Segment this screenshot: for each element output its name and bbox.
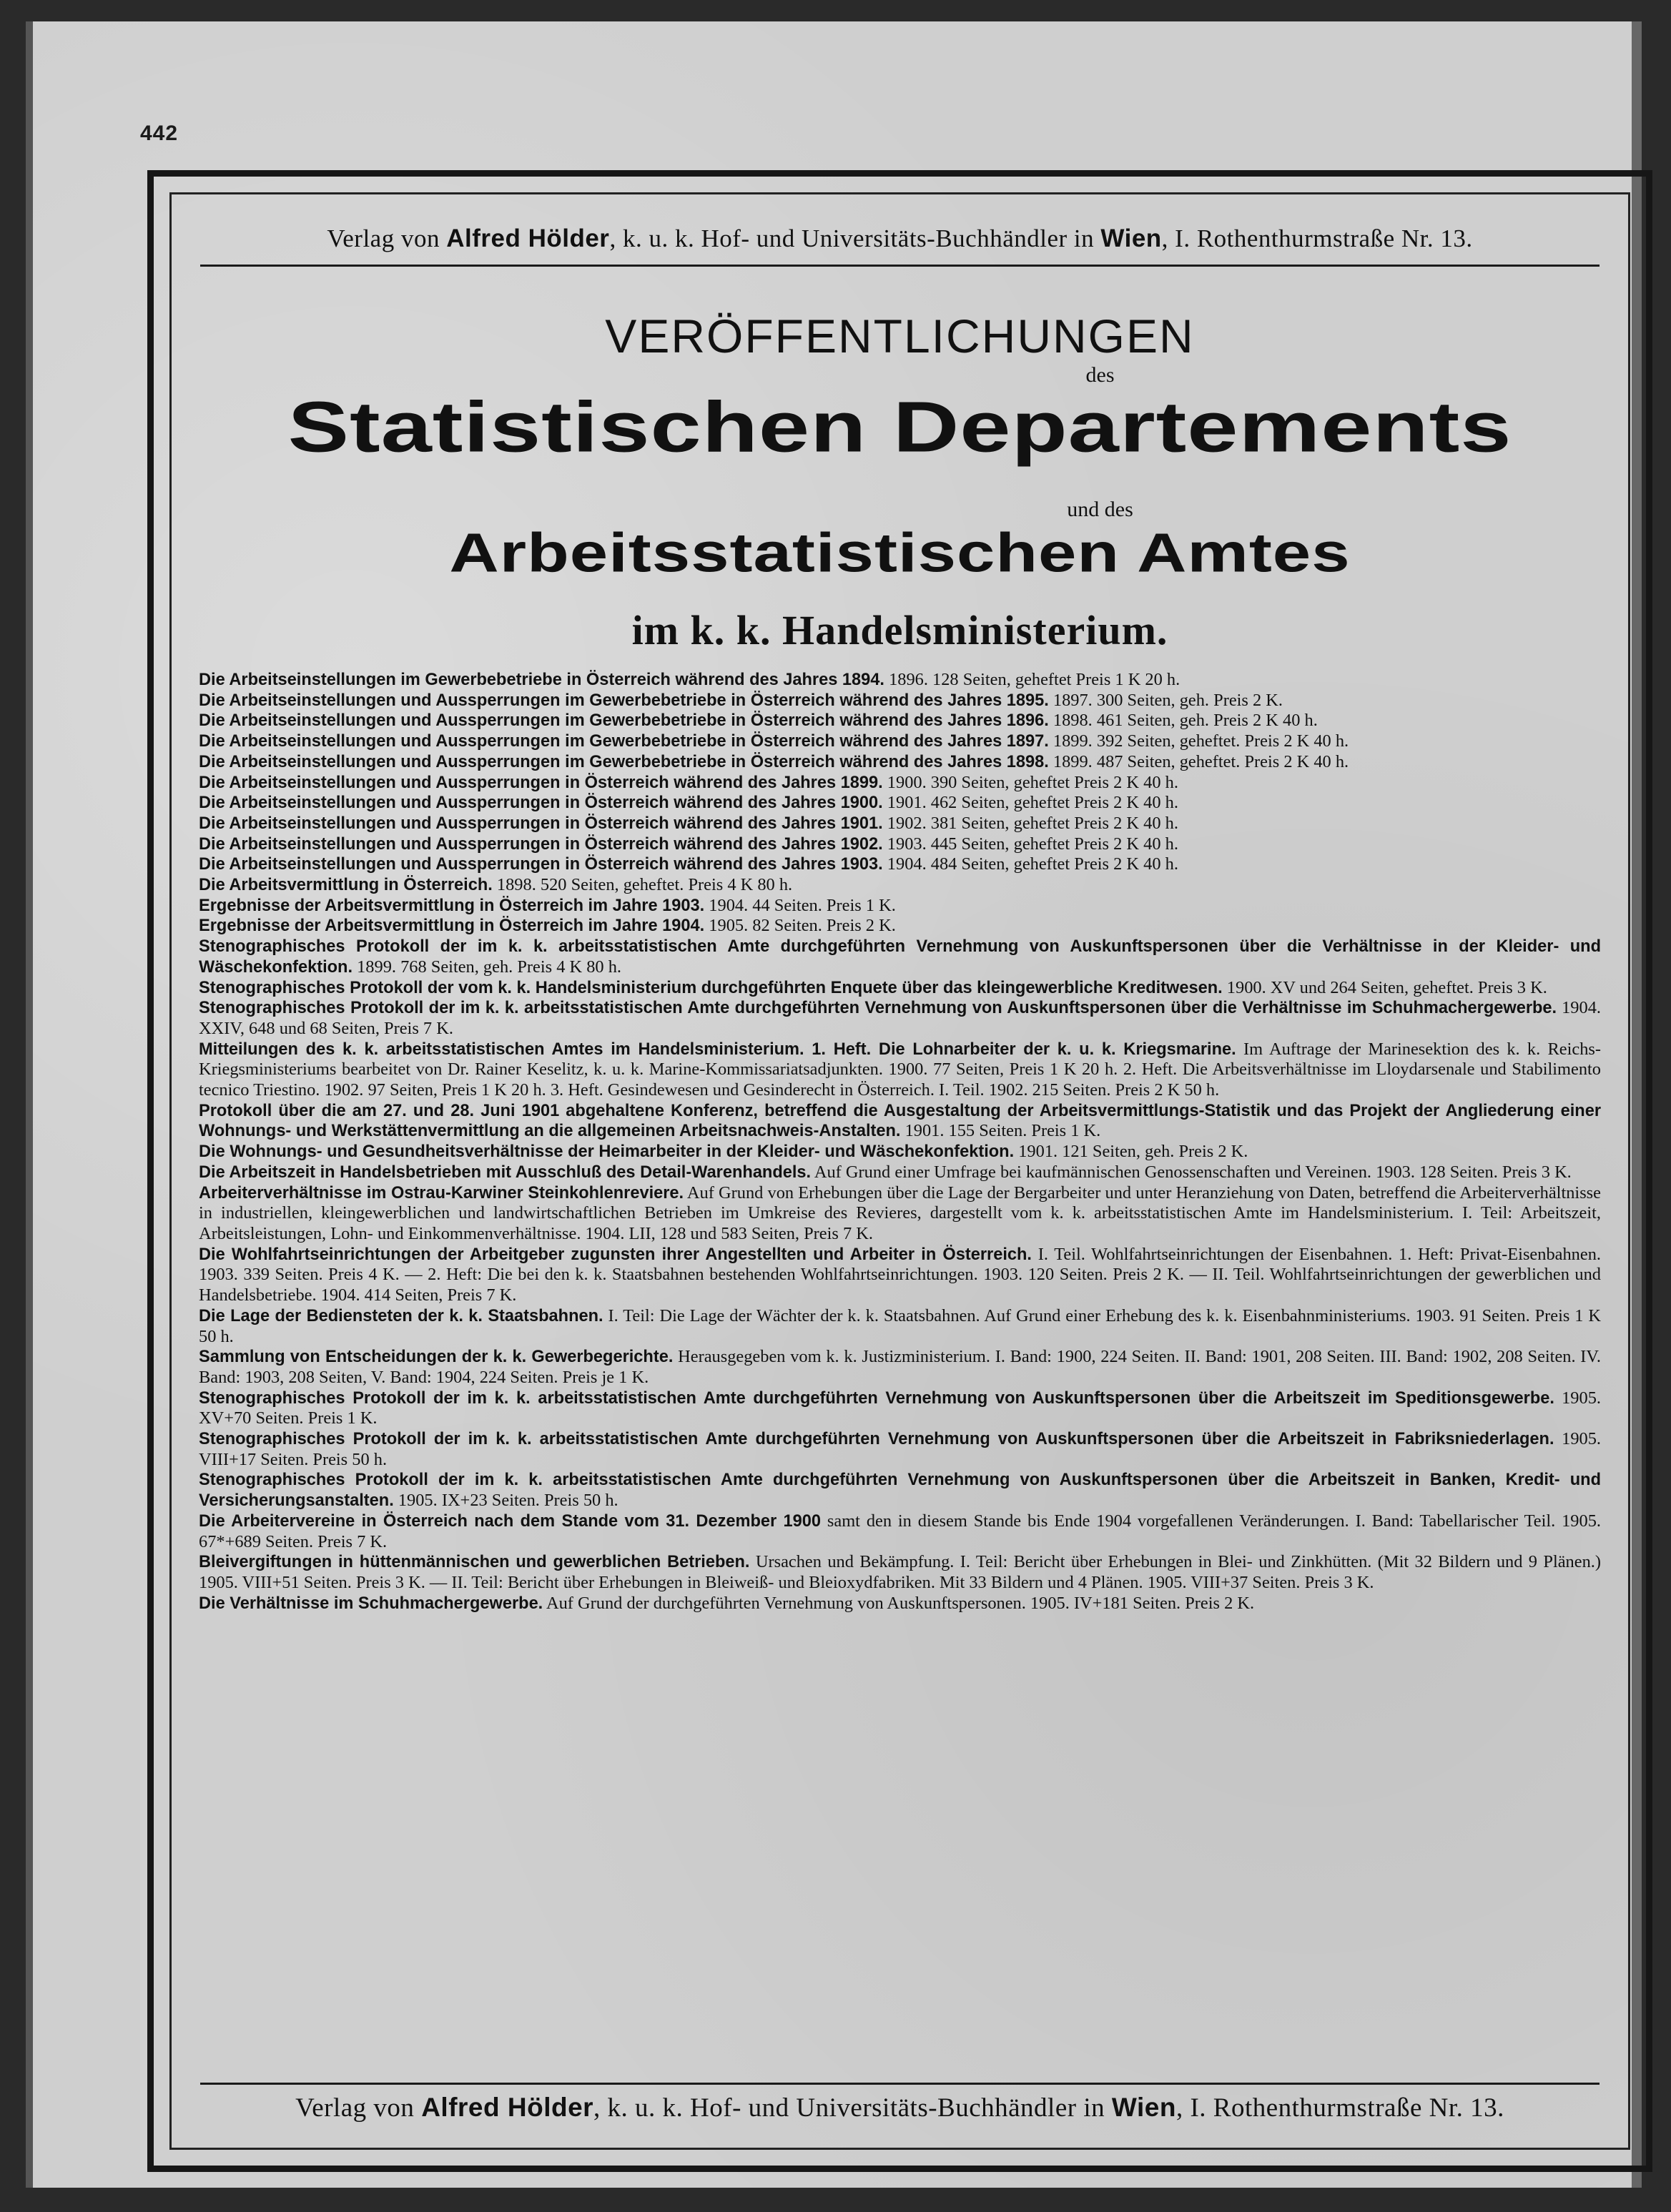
publication-details: 1903. 445 Seiten, geheftet Preis 2 K 40 h. bbox=[882, 834, 1178, 854]
publication-details: 1896. 128 Seiten, geheftet Preis 1 K 20 h. bbox=[884, 670, 1180, 689]
publication-details: I. Teil. Wohlfahrtseinrichtungen der Eisenbahnen. 1. Heft: Privat-Eisenbahnen. 1903. 339 Seiten. Preis 4 K. — 2. Heft: Die bei den k. k. Staatsbahnen bestehenden Wohlfahrtseinrichtungen. 1903. 120 Seiten. Preis 2 K. — II. Teil. Wohlfahrtseinrichtungen der gewerblichen und Handelsbetriebe. 1904. 414 Seiten, Preis 7 K. bbox=[199, 1244, 1601, 1305]
publication-title: Stenographisches Protokoll der im k. k. arbeitsstatistischen Amte durchgeführten Vernehmung von Auskunftspersonen über die Arbeitszeit im Speditionsgewerbe. bbox=[199, 1388, 1554, 1408]
publication-entry bbox=[199, 854, 1601, 875]
publication-title: Die Arbeitseinstellungen und Aussperrungen im Gewerbebetriebe in Österreich während des Jahres 1897. bbox=[199, 732, 1049, 751]
publication-details: 1902. 381 Seiten, geheftet Preis 2 K 40 h. bbox=[882, 813, 1178, 833]
publication-entry bbox=[199, 834, 1601, 855]
publication-title: Die Arbeitszeit in Handelsbetrieben mit Ausschluß des Detail-Warenhandels. bbox=[199, 1162, 812, 1182]
advertisement-frame bbox=[147, 170, 1652, 2172]
publication-details: 1898. 520 Seiten, geheftet. Preis 4 K 80 h. bbox=[492, 875, 793, 895]
publication-details: 1905. 82 Seiten. Preis 2 K. bbox=[704, 916, 896, 936]
publication-details: Ursachen und Bekämpfung. I. Teil: Bericht über Erhebungen in Blei- und Zinkhütten. (Mit 32 Bildern und 9 Plänen.) 1905. VIII+51 Seiten. Preis 3 K. — II. Teil: Bericht über Erhebungen in Bleiweiß- und Bleioxydfabriken. Mit 33 Bildern und 4 Plänen. 1905. VIII+37 Seiten. Preis 3 K. bbox=[199, 1552, 1601, 1592]
publisher-line-top bbox=[172, 224, 1628, 253]
bottom-divider bbox=[200, 2083, 1599, 2085]
publication-entry bbox=[199, 916, 1601, 937]
publication-details: Auf Grund einer Umfrage bei kaufmännischen Genossenschaften und Vereinen. 1903. 128 Seiten. Preis 3 K. bbox=[811, 1162, 1572, 1182]
publication-title: Die Arbeitseinstellungen und Aussperrungen im Gewerbebetriebe in Österreich während des Jahres 1898. bbox=[199, 752, 1049, 771]
top-divider bbox=[200, 265, 1599, 267]
publication-entry bbox=[199, 1347, 1601, 1388]
publisher-top-mid: , k. u. k. Hof- und Universitäts-Buchhändler in bbox=[609, 224, 1101, 252]
heading-des: des bbox=[1085, 363, 1115, 387]
publication-title: Die Arbeitseinstellungen und Aussperrungen in Österreich während des Jahres 1899. bbox=[199, 773, 883, 792]
publication-title: Die Wohlfahrtseinrichtungen der Arbeitgeber zugunsten ihrer Angestellten und Arbeiter in Österreich. bbox=[199, 1245, 1032, 1264]
publication-entry bbox=[199, 814, 1601, 834]
publication-list bbox=[199, 670, 1601, 1614]
publication-details: 1901. 462 Seiten, geheftet Preis 2 K 40 h. bbox=[882, 793, 1178, 813]
publication-entry bbox=[199, 1101, 1601, 1142]
publication-entry bbox=[199, 1552, 1601, 1593]
publication-details: 1905. XV+70 Seiten. Preis 1 K. bbox=[199, 1388, 1601, 1428]
publisher-top-name: Alfred Hölder bbox=[446, 224, 610, 252]
publication-title: Die Arbeitseinstellungen und Aussperrungen in Österreich während des Jahres 1900. bbox=[199, 794, 883, 813]
publication-entry bbox=[199, 1183, 1601, 1245]
page-number: 442 bbox=[140, 122, 179, 145]
publisher-top-post: , I. Rothenthurmstraße Nr. 13. bbox=[1161, 224, 1473, 252]
publisher-bottom-city: Wien bbox=[1111, 2093, 1176, 2122]
publication-details: 1897. 300 Seiten, geh. Preis 2 K. bbox=[1048, 690, 1283, 710]
publication-title: Ergebnisse der Arbeitsvermittlung in Österreich im Jahre 1903. bbox=[199, 896, 705, 915]
publication-details: I. Teil: Die Lage der Wächter der k. k. Staatsbahnen. Auf Grund einer Erhebung des k. k. Eisenbahnministeriums. 1903. 91 Seiten. Preis 1 K 50 h. bbox=[199, 1305, 1601, 1346]
publisher-top-pre: Verlag von bbox=[327, 224, 447, 252]
publication-title: Die Arbeitseinstellungen im Gewerbebetriebe in Österreich während des Jahres 1894. bbox=[199, 671, 884, 689]
publication-title: Arbeiterverhältnisse im Ostrau-Karwiner Steinkohlenreviere. bbox=[199, 1183, 684, 1203]
publication-title: Die Arbeitseinstellungen und Aussperrungen in Österreich während des Jahres 1901. bbox=[199, 814, 883, 833]
publication-entry bbox=[199, 896, 1601, 917]
publication-entry bbox=[199, 773, 1601, 794]
publisher-top-city: Wien bbox=[1100, 224, 1162, 252]
publication-title: Ergebnisse der Arbeitsvermittlung in Österreich im Jahre 1904. bbox=[199, 917, 705, 936]
publication-details: samt den in diesem Stande bis Ende 1904 vorgefallenen Veränderungen. I. Band: Tabellarischer Teil. 1905. 67*+689 Seiten. Preis 7 K. bbox=[199, 1511, 1601, 1551]
publication-title: Die Arbeitseinstellungen und Aussperrungen in Österreich während des Jahres 1903. bbox=[199, 855, 883, 874]
publication-entry bbox=[199, 978, 1601, 999]
publication-details: Herausgegeben vom k. k. Justizministerium. I. Band: 1900, 224 Seiten. II. Band: 1901, 208 Seiten. III. Band: 1902, 208 Seiten. IV. Band: 1903, 208 Seiten, V. Band: 1904, 224 Seiten. Preis je 1 K. bbox=[199, 1347, 1601, 1387]
publication-entry bbox=[199, 1511, 1601, 1552]
publication-title: Die Arbeitsvermittlung in Österreich. bbox=[199, 876, 493, 895]
publication-entry bbox=[199, 1388, 1601, 1429]
publication-entry bbox=[199, 1594, 1601, 1614]
publication-details: Auf Grund von Erhebungen über die Lage der Bergarbeiter und unter Heranziehung von Daten, betreffend die Arbeiterverhältnisse in industriellen, kleingewerblichen und landwirtschaftlichen Betrieben im Umkreise des Revieres, dargestellt vom k. k. arbeitsstatistischen Amte im Handelsministerium. I. Teil: Arbeitszeit, Arbeitsleistungen, Lohn- und Einkommenverhältnisse. 1904. LII, 128 und 583 Seiten, Preis 7 K. bbox=[199, 1182, 1601, 1243]
publication-details: 1899. 768 Seiten, geh. Preis 4 K 80 h. bbox=[353, 957, 622, 977]
publication-title: Die Lage der Bediensteten der k. k. Staatsbahnen. bbox=[199, 1306, 603, 1325]
publication-title: Stenographisches Protokoll der vom k. k. Handelsministerium durchgeführten Enquete über das kleingewerbliche Kreditwesen. bbox=[199, 978, 1223, 997]
publication-entry bbox=[199, 1142, 1601, 1162]
publisher-bottom-mid: , k. u. k. Hof- und Universitäts-Buchhändler in bbox=[593, 2093, 1112, 2123]
publication-title: Bleivergiftungen in hüttenmännischen und gewerblichen Betrieben. bbox=[199, 1553, 750, 1572]
publication-title: Stenographisches Protokoll der im k. k. arbeitsstatistischen Amte durchgeführten Vernehmung von Auskunftspersonen über die Arbeitszeit in Banken, Kredit- und Versicherungsanstalten. bbox=[199, 1471, 1601, 1511]
publication-entry bbox=[199, 998, 1601, 1039]
publication-details: Im Auftrage der Marinesektion des k. k. Reichs-Kriegsministeriums bearbeitet von Dr. Rainer Keselitz, k. u. k. Marine-Kommissariatsadjunkten. 1900. 77 Seiten, Preis 1 K 20 h. 2. Heft. Die Arbeitsverhältnisse im Lloydarsenale und Stabilimento tecnico Triestino. 1902. 97 Seiten, Preis 1 K 20 h. 3. Heft. Gesindewesen und Gesinderecht in Österreich. I. Teil. 1902. 215 Seiten. Preis 2 K 50 h. bbox=[199, 1039, 1602, 1100]
publication-entry bbox=[199, 1429, 1601, 1470]
publication-title: Sammlung von Entscheidungen der k. k. Gewerbegerichte. bbox=[199, 1348, 674, 1367]
publication-title: Die Arbeitseinstellungen und Aussperrungen im Gewerbebetriebe in Österreich während des Jahres 1895. bbox=[199, 691, 1049, 710]
publication-title: Die Wohnungs- und Gesundheitsverhältnisse der Heimarbeiter in der Kleider- und Wäschekonfektion. bbox=[199, 1142, 1015, 1162]
publication-details: 1899. 392 Seiten, geheftet. Preis 2 K 40 h. bbox=[1048, 731, 1349, 751]
publication-entry bbox=[199, 752, 1601, 773]
publisher-line-bottom bbox=[172, 2093, 1628, 2123]
publication-details: 1901. 121 Seiten, geh. Preis 2 K. bbox=[1014, 1142, 1248, 1162]
publication-entry bbox=[199, 937, 1601, 977]
heading-handelsministerium: im k. k. Handelsministerium. bbox=[631, 607, 1168, 653]
publication-title: Die Verhältnisse im Schuhmachergewerbe. bbox=[199, 1594, 543, 1613]
heading-statistischen-departements: Statistischen Departements bbox=[287, 387, 1512, 468]
publication-title: Stenographisches Protokoll der im k. k. arbeitsstatistischen Amte durchgeführten Vernehmung von Auskunftspersonen über die Arbeitszeit in Fabriksniederlagen. bbox=[199, 1430, 1554, 1449]
publication-details: 1899. 487 Seiten, geheftet. Preis 2 K 40 h. bbox=[1048, 751, 1349, 771]
page-sheet bbox=[26, 21, 1642, 2188]
heading-veroeffentlichungen: VERÖFFENTLICHUNGEN bbox=[605, 310, 1195, 362]
publication-title: Die Arbeitseinstellungen und Aussperrungen in Österreich während des Jahres 1902. bbox=[199, 834, 883, 854]
publication-details: 1905. VIII+17 Seiten. Preis 50 h. bbox=[199, 1429, 1601, 1469]
publication-entry bbox=[199, 691, 1601, 711]
publication-entry bbox=[199, 1306, 1601, 1347]
publisher-bottom-name: Alfred Hölder bbox=[421, 2093, 594, 2122]
publication-details: 1905. IX+23 Seiten. Preis 50 h. bbox=[393, 1491, 618, 1511]
advertisement-inner-frame bbox=[169, 192, 1630, 2150]
publication-title: Die Arbeitseinstellungen und Aussperrungen im Gewerbebetriebe in Österreich während des Jahres 1896. bbox=[199, 711, 1049, 731]
publication-details: Auf Grund der durchgeführten Vernehmung von Auskunftspersonen. 1905. IV+181 Seiten. Preis 2 K. bbox=[543, 1593, 1255, 1613]
heading-arbeitsstatistischen-amtes: Arbeitsstatistischen Amtes bbox=[449, 522, 1351, 584]
publication-details: 1898. 461 Seiten, geh. Preis 2 K 40 h. bbox=[1048, 711, 1318, 731]
publication-entry bbox=[199, 793, 1601, 814]
publication-title: Mitteilungen des k. k. arbeitsstatistischen Amtes im Handelsministerium. 1. Heft. Die Lohnarbeiter der k. u. k. Kriegsmarine. bbox=[199, 1040, 1236, 1059]
publication-details: 1904. XXIV, 648 und 68 Seiten, Preis 7 K. bbox=[199, 998, 1601, 1038]
publication-title: Die Arbeitervereine in Österreich nach dem Stande vom 31. Dezember 1900 bbox=[199, 1511, 822, 1531]
publication-entry bbox=[199, 875, 1601, 896]
publication-details: 1901. 155 Seiten. Preis 1 K. bbox=[900, 1121, 1101, 1141]
publication-details: 1900. XV und 264 Seiten, geheftet. Preis 3 K. bbox=[1222, 977, 1547, 997]
publication-entry bbox=[199, 731, 1601, 752]
publication-entry bbox=[199, 1040, 1601, 1101]
publication-entry bbox=[199, 670, 1601, 691]
publication-entry bbox=[199, 1470, 1601, 1511]
publication-entry bbox=[199, 1245, 1601, 1306]
publication-details: 1900. 390 Seiten, geheftet Preis 2 K 40 h. bbox=[882, 772, 1178, 792]
heading-und-des: und des bbox=[1067, 498, 1133, 521]
publication-details: 1904. 44 Seiten. Preis 1 K. bbox=[704, 895, 896, 915]
publisher-bottom-pre: Verlag von bbox=[295, 2093, 422, 2123]
publisher-bottom-post: , I. Rothenthurmstraße Nr. 13. bbox=[1175, 2093, 1504, 2123]
publication-entry bbox=[199, 711, 1601, 731]
publication-title: Stenographisches Protokoll der im k. k. arbeitsstatistischen Amte durchgeführten Vernehmung von Auskunftspersonen über die Verhältnisse im Schuhmachergewerbe. bbox=[199, 999, 1557, 1018]
publication-entry bbox=[199, 1162, 1601, 1183]
publication-title: Stenographisches Protokoll der im k. k. arbeitsstatistischen Amte durchgeführten Vernehmung von Auskunftspersonen über die Verhältnisse in der Kleider- und Wäschekonfektion. bbox=[199, 937, 1601, 977]
publication-title: Protokoll über die am 27. und 28. Juni 1901 abgehaltene Konferenz, betreffend die Ausgestaltung der Arbeitsvermittlungs-Statistik und das Projekt der Angliederung einer Wohnungs- und Werkstättenvermittlung an die allgemeinen Arbeitsnachweis-Anstalten. bbox=[199, 1101, 1601, 1141]
publication-details: 1904. 484 Seiten, geheftet Preis 2 K 40 h. bbox=[882, 854, 1178, 874]
